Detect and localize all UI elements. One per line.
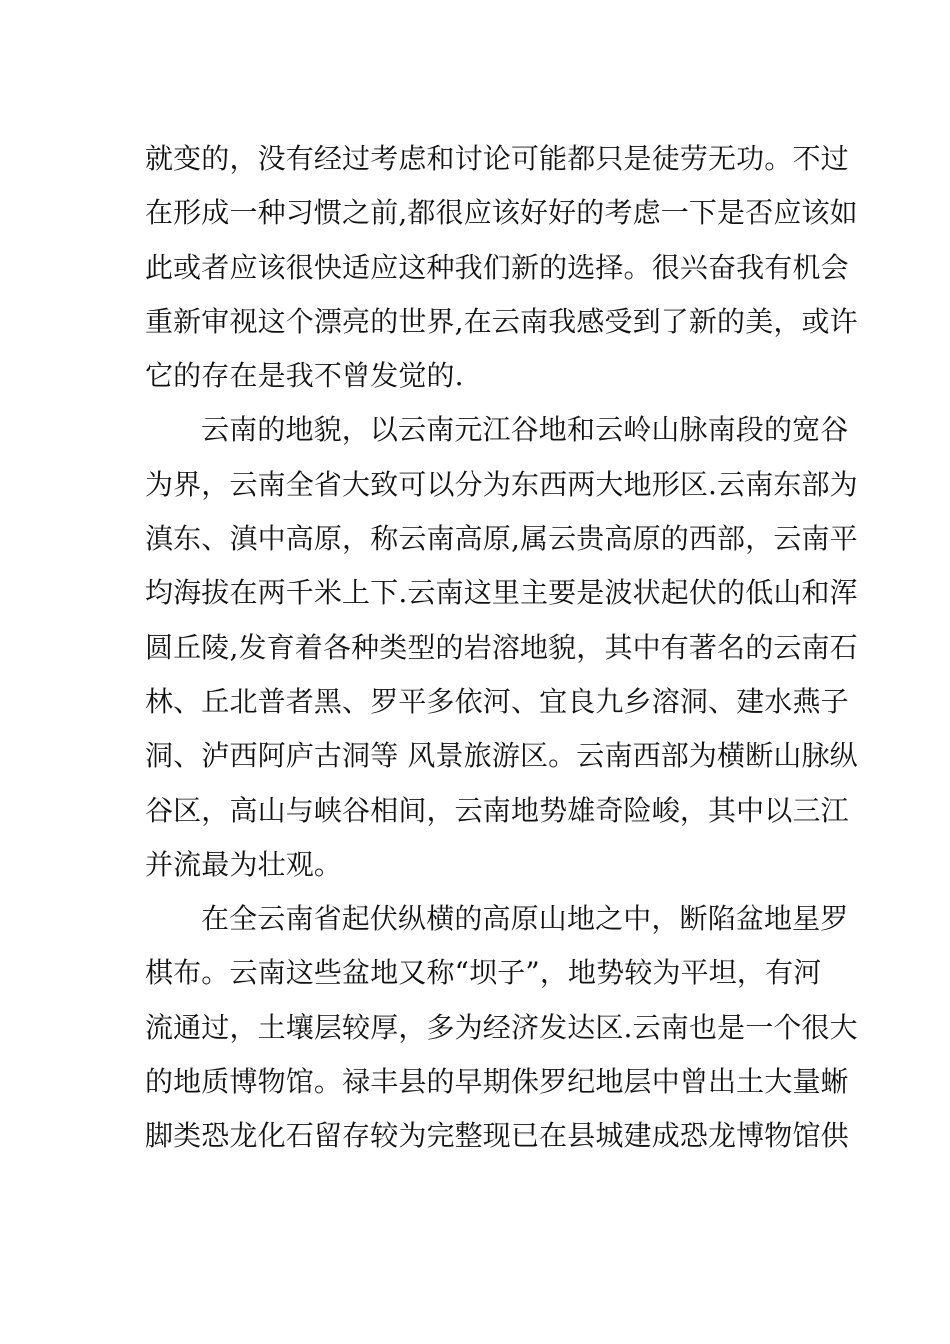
text-line: 林、丘北普者黑、罗平多依河、宜良九乡溶洞、建水燕子: [145, 684, 849, 718]
text-line: 在全云南省起伏纵横的高原山地之中，断陷盆地星罗: [201, 902, 849, 936]
body-text: [145, 132, 858, 1164]
text-line: 在形成一种习惯之前,都很应该好好的考虑一下是否应该如: [145, 196, 858, 230]
text-line: 脚类恐龙化石留存较为完整现已在县城建成恐龙博物馆供: [145, 1119, 849, 1153]
text-line: 为界，云南全省大致可以分为东西两大地形区.云南东部为: [145, 467, 858, 501]
text-line: 滇东、滇中高原，称云南高原,属云贵高原的西部，云南平: [145, 522, 858, 556]
text-line: 圆丘陵,发育着各种类型的岩溶地貌，其中有著名的云南石: [145, 630, 858, 664]
text-line: 此或者应该很快适应这种我们新的选择。很兴奋我有机会: [145, 250, 849, 284]
text-line: 就变的，没有经过考虑和讨论可能都只是徒劳无功。不过: [145, 142, 849, 175]
text-line: 谷区，高山与峡谷相间，云南地势雄奇险峻，其中以三江: [145, 793, 849, 827]
text-line: 重新审视这个漂亮的世界,在云南我感受到了新的美，或许: [145, 304, 858, 338]
text-line: 它的存在是我不曾发觉的.: [145, 359, 464, 393]
paragraph-1: [145, 132, 858, 403]
text-line: 流通过，土壤层较厚，多为经济发达区.云南也是一个很大: [145, 1010, 858, 1044]
text-line: 并流最为壮观。: [145, 847, 343, 881]
paragraph-2: [145, 403, 858, 892]
text-line: 云南的地貌，以云南元江谷地和云岭山脉南段的宽谷: [201, 413, 849, 447]
text-line: 的地质博物馆。禄丰县的早期侏罗纪地层中曾出土大量蜥: [145, 1065, 849, 1099]
paragraph-3: [145, 892, 858, 1163]
text-line: 均海拔在两千米上下.云南这里主要是波状起伏的低山和浑: [145, 576, 858, 610]
text-line: 棋布。云南这些盆地又称“坝子”，地势较为平坦，有河: [145, 956, 822, 990]
text-line: 洞、泸西阿庐古洞等 风景旅游区。云南西部为横断山脉纵: [145, 739, 858, 773]
